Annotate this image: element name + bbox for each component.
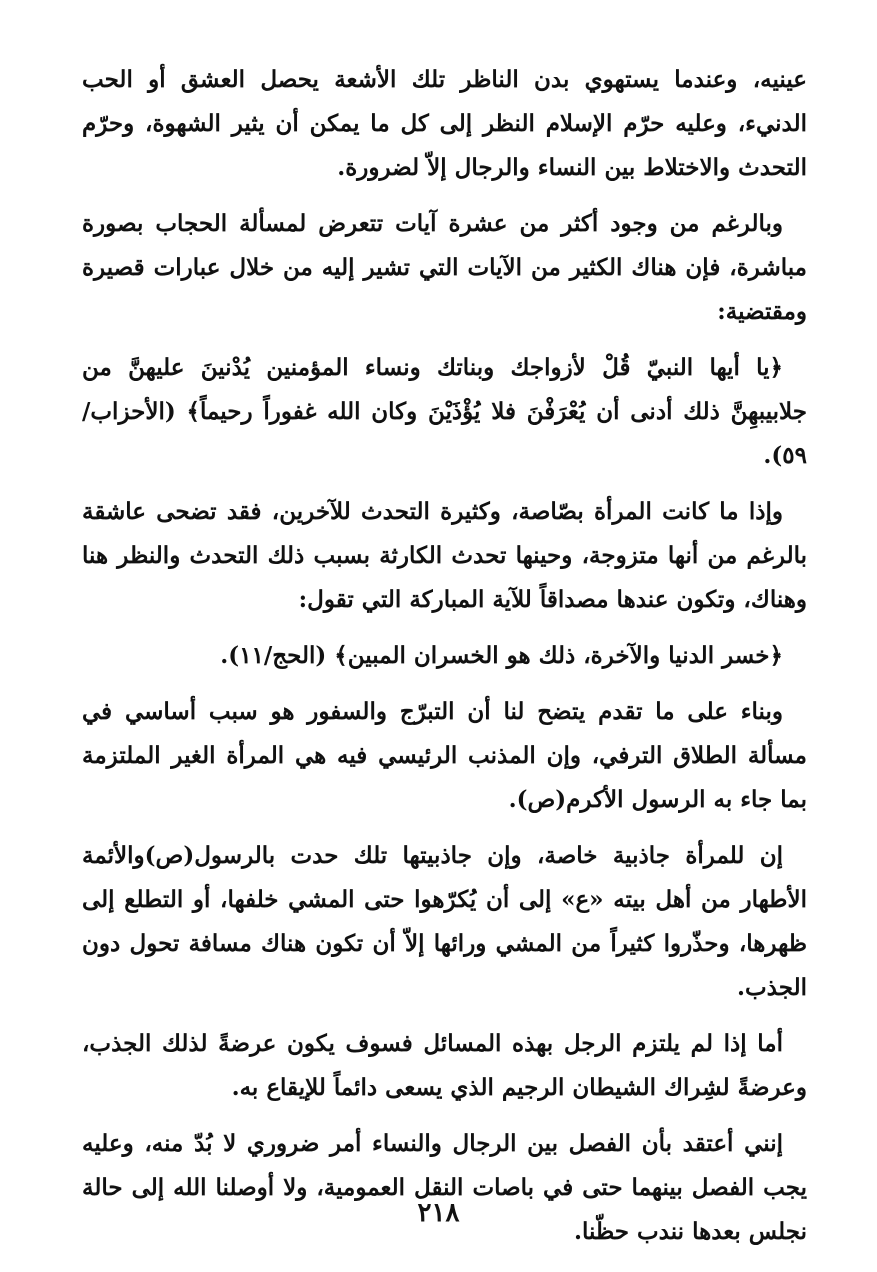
paragraph-3: وإذا ما كانت المرأة بصّاصة، وكثيرة التحدث للآخرين، فقد تضحى عاشقة بالرغم من أنها متزوجة، وحينها تحدث الكارثة بسبب ذلك التحدث والنظر هنا وهناك، وتكون عندها مصداقاً للآية المباركة التي تقول: <box>82 498 807 613</box>
paragraph-5: إن للمرأة جاذبية خاصة، وإن جاذبيتها تلك حدت بالرسول(ص)والأئمة الأطهار من أهل بيته «ع» إلى أن يُكرّهوا حتى المشي خلفها، أو التطلع إلى ظهرها، وحذّروا كثيراً من المشي ورائها إلاّ أن تكون هناك مسافة تحول دون الجذب. <box>82 842 807 1001</box>
paragraph-7: إنني أعتقد بأن الفصل بين الرجال والنساء أمر ضروري لا بُدّ منه، وعليه يجب الفصل بينهما حتى في باصات النقل العمومية، ولا أوصلنا الله إلى حالة نجلس بعدها نندب حظّنا. <box>82 1130 807 1245</box>
paragraph-4: وبناء على ما تقدم يتضح لنا أن التبرّج والسفور هو سبب أساسي في مسألة الطلاق الترفي، وإن المذنب الرئيسي فيه هي المرأة الغير الملتزمة بما جاء به الرسول الأكرم(ص). <box>82 698 807 813</box>
paragraph-2: وبالرغم من وجود أكثر من عشرة آيات تتعرض لمسألة الحجاب بصورة مباشرة، فإن هناك الكثير من الآيات التي تشير إليه من خلال عبارات قصيرة ومقتضية: <box>82 210 807 325</box>
quran-verse-hajj: ﴿خسر الدنيا والآخرة، ذلك هو الخسران المبين﴾ (الحج/١١). <box>220 642 783 669</box>
paragraph-1: عينيه، وعندما يستهوي بدن الناظر تلك الأشعة يحصل العشق أو الحب الدنيء، وعليه حرّم الإسلام النظر إلى كل ما يمكن أن يثير الشهوة، وحرّم التحدث والاختلاط بين النساء والرجال إلاّ لضرورة. <box>82 66 807 181</box>
quran-verse-ahzab: ﴿يا أيها النبيّ قُلْ لأزواجك وبناتك ونساء المؤمنين يُدْنينَ عليهنَّ من جلابيبهِنَّ ذلك أدنى أن يُعْرَفْنَ فلا يُؤْذَيْنَ وكان الله غفوراً رحيماً﴾ (الأحزاب/٥٩). <box>82 354 807 469</box>
paragraph-6: أما إذا لم يلتزم الرجل بهذه المسائل فسوف يكون عرضةً لذلك الجذب، وعرضةً لشِراك الشيطان الرجيم الذي يسعى دائماً للإيقاع به. <box>82 1030 807 1101</box>
page-number: ٢١٨ <box>417 1198 460 1228</box>
